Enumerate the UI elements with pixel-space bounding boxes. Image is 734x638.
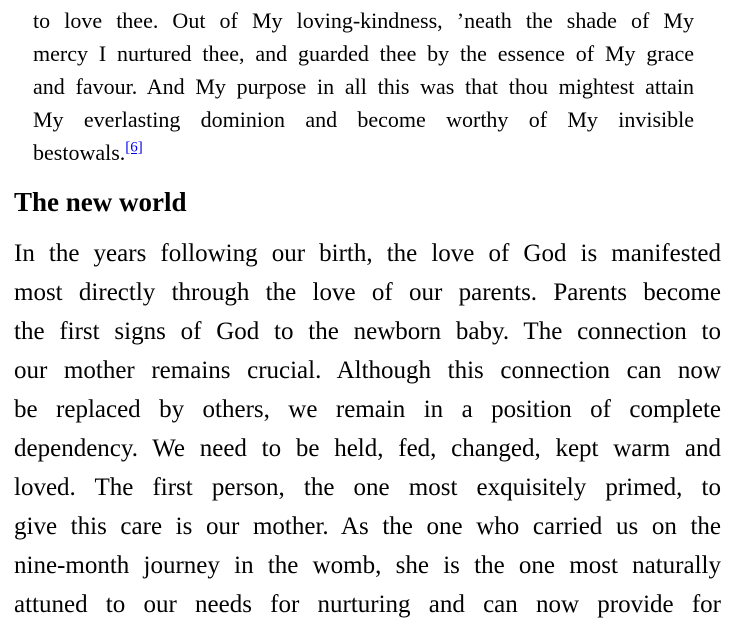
footnote-6-link[interactable]: [6] [125, 139, 143, 156]
text-line: be replaced by others, we remain in a position of complete [14, 396, 721, 423]
text-line: attuned to our needs for nurturing and can now provide for [14, 591, 721, 618]
quote-last-line [33, 136, 694, 169]
section-heading: The new world [14, 187, 187, 217]
text-line: mercy I nurtured thee, and guarded thee by the essence of My grace [33, 41, 694, 66]
text-line: nine-month journey in the womb, she is the one most naturally [14, 552, 721, 579]
text-line: give this care is our mother. As the one who carried us on the [14, 513, 721, 540]
text-line: the first signs of God to the newborn baby. The connection to [14, 318, 721, 345]
text-line: most directly through the love of our parents. Parents become [14, 279, 721, 306]
quote-justified-lines [33, 4, 694, 136]
quote-last-line-text: bestowals. [33, 140, 126, 165]
body-paragraph [14, 234, 721, 624]
text-line: to love thee. Out of My loving-kindness, ’neath the shade of My [33, 8, 694, 33]
text-line: loved. The first person, the one most exquisitely primed, to [14, 474, 721, 501]
text-line: and favour. And My purpose in all this was that thou mightest attain [33, 74, 694, 99]
text-line: My everlasting dominion and become worthy of My invisible [33, 107, 694, 132]
footnote-superscript [125, 140, 143, 156]
text-line: In the years following our birth, the love of God is manifested [14, 240, 721, 267]
quote-paragraph [33, 4, 694, 169]
text-line: dependency. We need to be held, fed, changed, kept warm and [14, 435, 721, 462]
text-line: our mother remains crucial. Although this connection can now [14, 357, 721, 384]
